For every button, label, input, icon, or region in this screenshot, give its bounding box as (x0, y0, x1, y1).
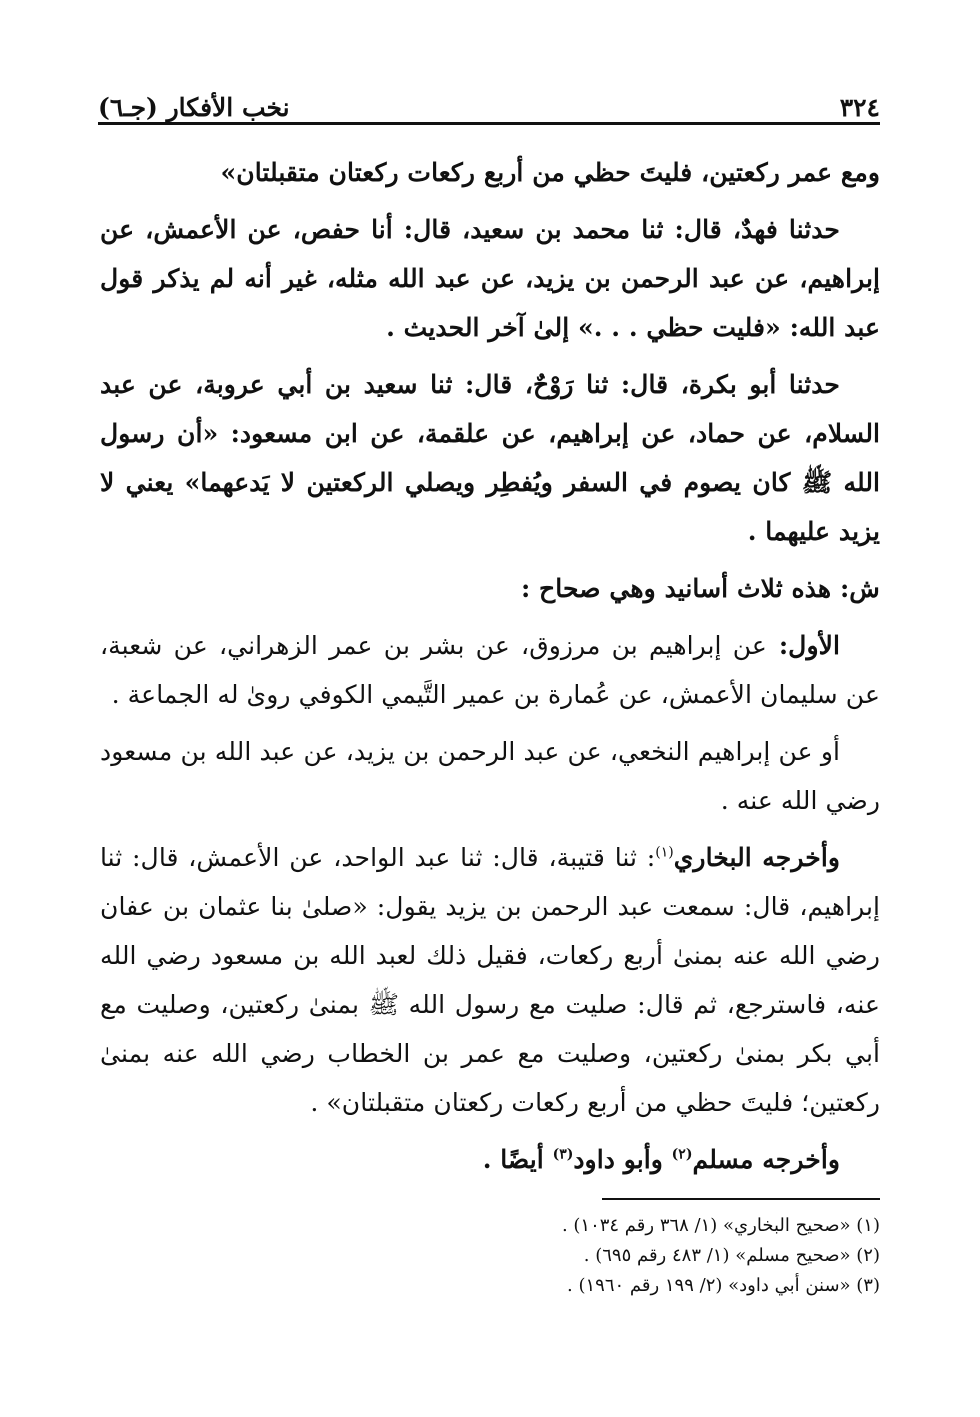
first-chain-text: عن إبراهيم بن مرزوق، عن بشر بن عمر الزهراني، عن شعبة، عن سليمان الأعمش، عن عُمارة بن عمير التَّيمي الكوفي روىٰ له الجماعة . (100, 631, 880, 709)
paragraph-continuation: ومع عمر ركعتين، فليتَ حظي من أربع ركعات ركعتان متقبلتان» (220, 157, 880, 187)
header-rule (98, 122, 880, 125)
paragraph-commentary-heading: ش: هذه ثلاث أسانيد وهي صحاح : (520, 573, 880, 603)
footnote-1: (١) «صحيح البخاري» (١/ ٣٦٨ رقم ١٠٣٤) . (561, 1215, 880, 1236)
paragraph-hadith-abu-bakra: حدثنا أبو بكرة، قال: ثنا رَوْحٌ، قال: ثنا سعيد بن أبي عروبة، عن عبد السلام، عن حماد، عن إبراهيم، عن علقمة، عن ابن مسعود: «أن رسول الله ﷺ كان يصوم في السفر ويُفطِر ويصلي الركعتين لا يَدعهما» يعني لا يزيد عليهما . (100, 369, 880, 546)
page-number: ٣٢٤ (839, 93, 880, 122)
footnotes (100, 1211, 880, 1301)
footnote-ref-1[interactable]: (١) (655, 844, 674, 861)
footnote-3: (٣) «سنن أبي داود» (٢/ ١٩٩ رقم ١٩٦٠) . (567, 1275, 880, 1296)
footnote-rule (602, 1198, 880, 1200)
footnote-2: (٢) «صحيح مسلم» (١/ ٤٨٣ رقم ٦٩٥) . (583, 1245, 880, 1266)
paragraph-muslim-abudawud (100, 1135, 880, 1184)
page-header (98, 62, 880, 122)
footnote-ref-2[interactable]: (٢) (671, 1146, 693, 1163)
first-label: الأول: (766, 630, 840, 660)
paragraph-second-chain: أو عن إبراهيم النخعي، عن عبد الرحمن بن يزيد، عن عبد الله بن مسعود رضي الله عنه . (100, 737, 880, 815)
main-text (100, 148, 880, 1192)
paragraph-bukhari (100, 833, 880, 1127)
paragraph-first-chain (100, 621, 880, 719)
footnote-ref-3[interactable]: (٣) (552, 1146, 574, 1163)
running-title: نخب الأفكار (جـ٦) (98, 93, 290, 122)
closing-text: أيضًا . (482, 1144, 553, 1174)
bukhari-label: وأخرجه البخاري (673, 842, 840, 872)
abudawud-label: وأبو داود (573, 1144, 672, 1174)
paragraph-hadith-fahd: حدثنا فهدٌ، قال: ثنا محمد بن سعيد، قال: أنا حفص، عن الأعمش، عن إبراهيم، عن عبد الرحمن بن يزيد، عن عبد الله مثله، غير أنه لم يذكر قول عبد الله: «فليت حظي . . .» إلىٰ آخر الحديث . (100, 214, 880, 342)
muslim-label: وأخرجه مسلم (692, 1144, 840, 1174)
bukhari-text: : ثنا قتيبة، قال: ثنا عبد الواحد، عن الأعمش، قال: ثنا إبراهيم، قال: سمعت عبد الرحمن بن يزيد يقول: «صلىٰ بنا عثمان بن عفان رضي الله عنه بمنىٰ أربع ركعات، فقيل ذلك لعبد الله بن مسعود رضي الله عنه، فاسترجع، ثم قال: صليت مع رسول الله ﷺ بمنىٰ ركعتين، وصليت مع أبي بكر بمنىٰ ركعتين، وصليت مع عمر بن الخطاب رضي الله عنه بمنىٰ ركعتين؛ فليتَ حظي من أربع ركعات ركعتان متقبلتان» . (100, 843, 880, 1117)
